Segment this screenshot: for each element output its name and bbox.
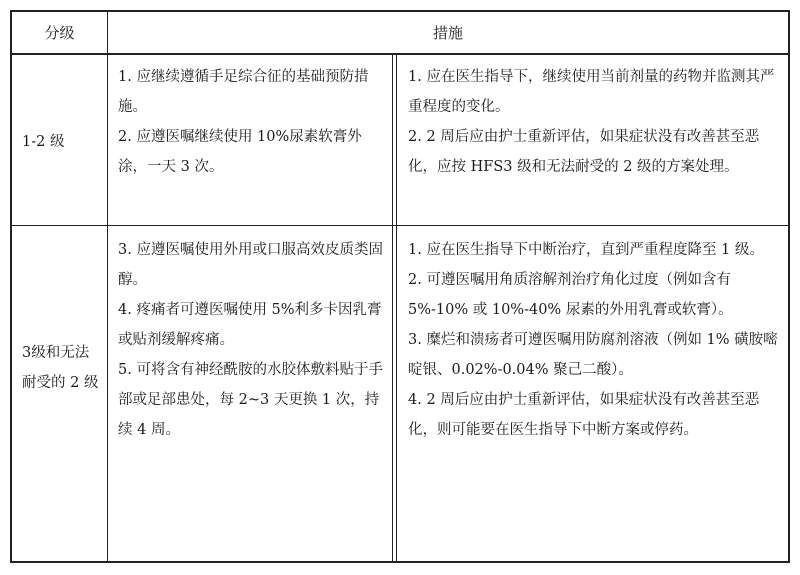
row1-left-measures [118, 62, 384, 182]
header-grade-cell [12, 12, 107, 53]
list-item: 2. 2 周后应由护士重新评估，如果症状没有改善甚至恶化，应按 HFS3 级和无法耐受的 2 级的方案处理。 [408, 129, 760, 175]
list-item: 2. 可遵医嘱用角质溶解剂治疗角化过度（例如含有 5%-10% 或 10%-40% 尿素的外用乳膏或软膏）。 [408, 272, 733, 318]
grade-column-rule [107, 12, 108, 561]
header-bottom-rule [12, 53, 788, 55]
measures-inner-rule-3 [392, 226, 393, 561]
list-item: 1. 应继续遵循手足综合征的基础预防措施。 [118, 69, 369, 115]
row2-right-measures [408, 235, 784, 445]
row1-grade-cell [22, 127, 102, 157]
list-item: 4. 疼痛者可遵医嘱使用 5%利多卡因乳膏或贴剂缓解疼痛。 [118, 302, 382, 348]
row2-grade-label: 3级和无法耐受的 2 级 [22, 345, 99, 391]
list-item: 2. 应遵医嘱继续使用 10%尿素软膏外涂，一天 3 次。 [118, 129, 362, 175]
measures-table [10, 10, 790, 563]
list-item: 4. 2 周后应由护士重新评估，如果症状没有改善甚至恶化，则可能要在医生指导下中断方案或停药。 [408, 392, 760, 438]
row-divider [12, 225, 788, 226]
row2-grade-cell [22, 338, 102, 398]
header-measures-cell [108, 12, 788, 53]
list-item: 3. 应遵医嘱使用外用或口服高效皮质类固醇。 [118, 242, 383, 288]
measures-inner-rule-2 [396, 54, 397, 225]
measures-inner-rule-4 [396, 226, 397, 561]
header-measures-label: 措施 [432, 24, 463, 42]
row2-left-measures [118, 235, 386, 445]
row1-right-measures [408, 62, 784, 182]
list-item: 1. 应在医生指导下中断治疗，直到严重程度降至 1 级。 [408, 242, 764, 258]
list-item: 3. 糜烂和溃疡者可遵医嘱用防腐剂溶液（例如 1% 磺胺嘧啶银、0.02%-0.04% 聚己二酸）。 [408, 332, 778, 378]
list-item: 1. 应在医生指导下，继续使用当前剂量的药物并监测其严重程度的变化。 [408, 69, 775, 115]
header-grade-label: 分级 [44, 24, 75, 42]
row1-grade-label: 1-2 级 [22, 134, 65, 150]
measures-inner-rule-1 [392, 54, 393, 225]
list-item: 5. 可将含有神经酰胺的水胶体敷料贴于手部或足部患处，每 2~3 天更换 1 次，持续 4 周。 [118, 362, 383, 438]
